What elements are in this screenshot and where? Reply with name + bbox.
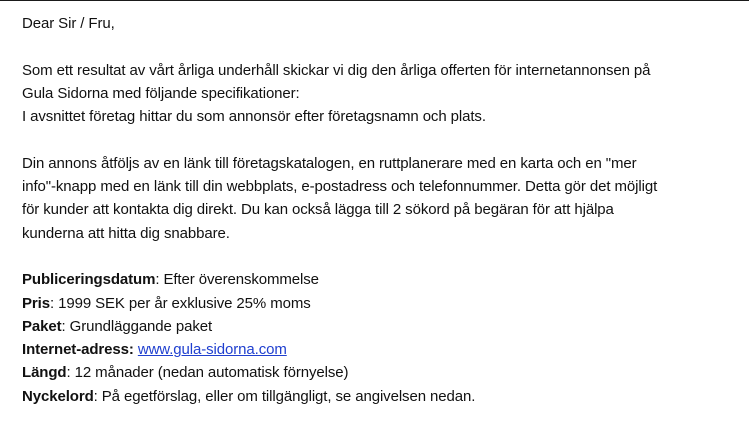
spec-value: : Efter överenskommelse: [155, 271, 319, 289]
spec-value: : 12 månader (nedan automatisk förnyelse): [66, 364, 349, 382]
features-line-2: info"-knapp med en länk till din webbplats, e-postadress och telefonnummer. Detta gör det möjligt: [22, 178, 658, 196]
features-line-4: kunderna att hitta dig snabbare.: [22, 224, 230, 242]
paragraph-spacer: [22, 128, 737, 151]
paragraph-spacer: [22, 245, 737, 268]
intro-line-3: I avsnittet företag hittar du som annonsör efter företagsnamn och plats.: [22, 108, 486, 126]
spec-price: [22, 292, 737, 315]
features-line-3: för kunder att kontakta dig direkt. Du kan också lägga till 2 sökord på begäran för att hjälpa: [22, 201, 614, 219]
paragraph-spacer: [22, 35, 737, 58]
features-paragraph: [22, 152, 737, 245]
spec-value: : Grundläggande paket: [61, 317, 213, 335]
spec-length: [22, 361, 737, 384]
spec-value: : På egetförslag, eller om tillgängligt, se angivelsen nedan.: [93, 387, 476, 405]
greeting: Dear Sir / Fru,: [22, 15, 115, 32]
website-link[interactable]: www.gula-sidorna.com: [137, 341, 287, 359]
specifications-list: [22, 268, 737, 408]
spec-value: : 1999 SEK per år exklusive 25% moms: [49, 294, 311, 312]
spec-publication-date: [22, 268, 737, 291]
spec-internet-address: [22, 338, 737, 361]
spec-label: Nyckelord: [22, 387, 94, 405]
intro-paragraph: [22, 59, 737, 129]
top-border-line: [0, 0, 749, 1]
spec-label: Paket: [22, 317, 62, 335]
spec-package: [22, 315, 737, 338]
spec-keywords: [22, 385, 737, 408]
features-line-1: Din annons åtföljs av en länk till företagskatalogen, en ruttplanerare med en karta och en "mer: [22, 154, 637, 172]
spec-label: Internet-adress:: [22, 341, 134, 359]
intro-line-1: Som ett resultat av vårt årliga underhåll skickar vi dig den årliga offerten för internetannonsen på: [22, 61, 651, 79]
spec-label: Publiceringsdatum: [22, 271, 156, 289]
spec-label: Längd: [22, 364, 67, 382]
intro-line-2: Gula Sidorna med följande specifikationer:: [22, 84, 300, 102]
spec-label: Pris: [22, 294, 50, 312]
letter-body: [22, 12, 737, 408]
